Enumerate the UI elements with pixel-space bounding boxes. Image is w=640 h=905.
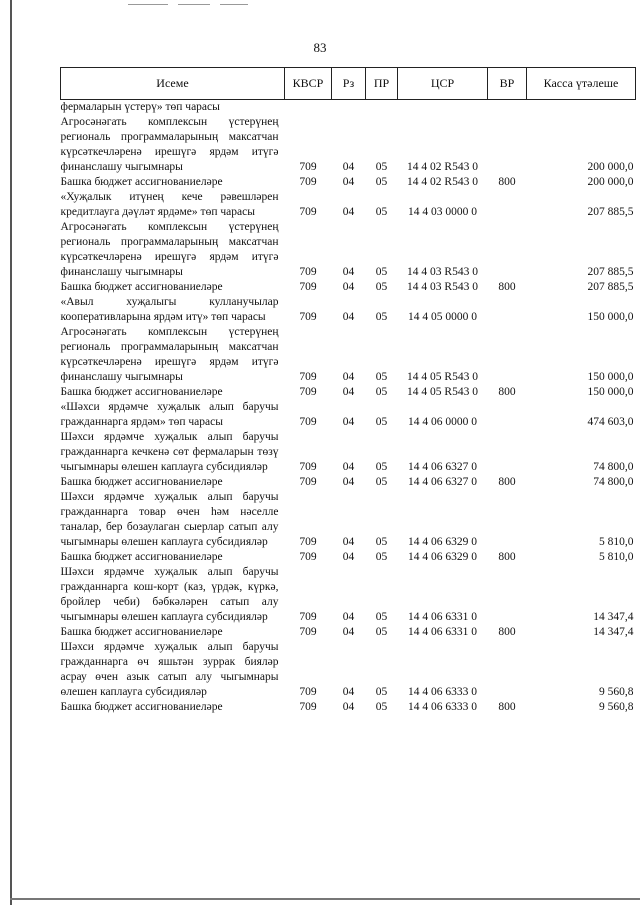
row-vr: 800 <box>498 551 516 563</box>
row-amount: 474 603,0 <box>587 416 634 428</box>
row-pr: 05 <box>375 476 388 488</box>
scan-mark <box>178 4 210 5</box>
table-row <box>61 625 636 640</box>
row-csr <box>398 100 488 116</box>
table-row <box>61 175 636 190</box>
row-pr: 05 <box>375 416 388 428</box>
row-rz <box>332 100 366 116</box>
row-pr: 05 <box>375 461 388 473</box>
row-csr: 14 4 06 6327 0 <box>408 461 477 473</box>
row-kvsr: 709 <box>299 686 317 698</box>
row-csr: 14 4 06 6329 0 <box>408 551 477 563</box>
row-pr: 05 <box>375 386 388 398</box>
row-vr: 800 <box>498 701 516 713</box>
row-name: фермаларын үстерү» төп чарасы <box>60 101 220 113</box>
row-pr: 05 <box>375 176 388 188</box>
row-csr: 14 4 06 6331 0 <box>408 611 477 623</box>
row-rz: 04 <box>342 386 355 398</box>
row-csr: 14 4 05 R543 0 <box>407 386 478 398</box>
row-pr <box>366 100 398 116</box>
row-kvsr: 709 <box>299 176 317 188</box>
table-row <box>61 385 636 400</box>
row-csr: 14 4 06 6331 0 <box>408 626 477 638</box>
row-amount: 74 800,0 <box>593 461 634 473</box>
row-pr: 05 <box>375 371 388 383</box>
row-name: Шәхси ярдәмче хуҗалык алып баручы гражданнарга товар өчен һәм нәселле таналар, бер бозаулаган сыерлар сатып алу чыгымнары өлешен каплауга субсидияләр <box>60 491 279 548</box>
row-name: Агросәнәгать комплексын үстерүнең региональ программаларының максатчан күрсәткечләренә ирешүгә ярдәм итүгә финанслашу чыгымнары <box>60 221 279 278</box>
row-vr: 800 <box>498 386 516 398</box>
row-amount: 5 810,0 <box>599 536 634 548</box>
row-csr: 14 4 06 6333 0 <box>408 701 477 713</box>
row-rz: 04 <box>342 476 355 488</box>
scan-mark <box>128 4 168 5</box>
row-pr: 05 <box>375 626 388 638</box>
row-rz: 04 <box>342 686 355 698</box>
table-row <box>61 490 636 550</box>
row-csr: 14 4 06 6327 0 <box>408 476 477 488</box>
row-rz: 04 <box>342 311 355 323</box>
row-csr: 14 4 05 0000 0 <box>408 311 477 323</box>
row-amount: 74 800,0 <box>593 476 634 488</box>
row-vr <box>488 400 527 430</box>
row-pr: 05 <box>375 266 388 278</box>
row-name: Башка бюджет ассигнованиеләре <box>60 386 223 398</box>
table-row <box>61 220 636 280</box>
page-number: 83 <box>313 40 327 55</box>
row-name: Башка бюджет ассигнованиеләре <box>60 176 223 188</box>
row-rz: 04 <box>342 281 355 293</box>
header-kassa: Касса үтәлеше <box>527 68 636 100</box>
table-row <box>61 400 636 430</box>
header-vr: ВР <box>488 68 527 100</box>
row-kvsr: 709 <box>299 281 317 293</box>
row-kvsr: 709 <box>299 701 317 713</box>
table-row <box>61 115 636 175</box>
row-kvsr: 709 <box>299 626 317 638</box>
header-pr: ПР <box>366 68 398 100</box>
table-row <box>61 190 636 220</box>
row-rz: 04 <box>342 161 355 173</box>
row-csr: 14 4 06 6333 0 <box>408 686 477 698</box>
row-rz: 04 <box>342 461 355 473</box>
table-header-row <box>61 68 636 100</box>
row-pr: 05 <box>375 161 388 173</box>
row-amount: 150 000,0 <box>587 371 634 383</box>
row-kvsr: 709 <box>299 461 317 473</box>
row-vr <box>488 295 527 325</box>
row-kvsr: 709 <box>299 416 317 428</box>
row-kvsr: 709 <box>299 476 317 488</box>
row-vr <box>488 430 527 475</box>
row-pr: 05 <box>375 206 388 218</box>
row-vr: 800 <box>498 281 516 293</box>
row-amount: 14 347,4 <box>593 611 634 623</box>
row-name: Агросәнәгать комплексын үстерүнең региональ программаларының максатчан күрсәткечләренә ирешүгә ярдәм итүгә финанслашу чыгымнары <box>60 116 279 173</box>
row-amount: 200 000,0 <box>587 176 634 188</box>
row-pr: 05 <box>375 611 388 623</box>
row-amount <box>527 100 636 116</box>
row-csr: 14 4 02 R543 0 <box>407 176 478 188</box>
row-kvsr: 709 <box>299 536 317 548</box>
row-amount: 9 560,8 <box>599 701 634 713</box>
row-name: Шәхси ярдәмче хуҗалык алып баручы гражданнарга кечкенә сөт фермаларын төзү чыгымнары өлешен каплауга субсидияләр <box>60 431 279 473</box>
row-rz: 04 <box>342 626 355 638</box>
row-csr: 14 4 05 R543 0 <box>407 371 478 383</box>
header-rz: Рз <box>332 68 366 100</box>
row-name: «Хуҗалык итүнең кече рәвешләрен кредитлауга дәүләт ярдәме» төп чарасы <box>60 191 279 218</box>
row-pr: 05 <box>375 551 388 563</box>
row-pr: 05 <box>375 686 388 698</box>
row-kvsr: 709 <box>299 161 317 173</box>
table-row <box>61 295 636 325</box>
table-row <box>61 100 636 116</box>
budget-table <box>60 67 636 715</box>
row-name: Башка бюджет ассигнованиеләре <box>60 551 223 563</box>
row-amount: 150 000,0 <box>587 386 634 398</box>
scan-mark <box>220 4 248 5</box>
scan-left-edge <box>10 0 12 905</box>
row-amount: 5 810,0 <box>599 551 634 563</box>
row-amount: 207 885,5 <box>587 206 634 218</box>
row-rz: 04 <box>342 536 355 548</box>
row-name: Агросәнәгать комплексын үстерүнең региональ программаларының максатчан күрсәткечләренә ирешүгә ярдәм итүгә финанслашу чыгымнары <box>60 326 279 383</box>
row-csr: 14 4 06 6329 0 <box>408 536 477 548</box>
row-name: Башка бюджет ассигнованиеләре <box>60 281 223 293</box>
row-name: «Шәхси ярдәмче хуҗалык алып баручы гражданнарга ярдәм» төп чарасы <box>60 401 279 428</box>
row-amount: 14 347,4 <box>593 626 634 638</box>
table-row <box>61 280 636 295</box>
header-kvsr: КВСР <box>285 68 332 100</box>
row-csr: 14 4 03 R543 0 <box>407 266 478 278</box>
scan-bottom-edge <box>10 898 640 900</box>
row-name: Шәхси ярдәмче хуҗалык алып баручы гражданнарга өч яшьтән зуррак бияләр асрау өчен азык сатып алу чыгымнары өлешен каплауга субсидияләр <box>60 641 279 698</box>
header-name: Исеме <box>61 68 285 100</box>
table-body <box>61 100 636 716</box>
table-row <box>61 550 636 565</box>
row-name: Башка бюджет ассигнованиеләре <box>60 626 223 638</box>
row-pr: 05 <box>375 311 388 323</box>
row-csr: 14 4 06 0000 0 <box>408 416 477 428</box>
row-rz: 04 <box>342 416 355 428</box>
row-kvsr: 709 <box>299 611 317 623</box>
row-name: Башка бюджет ассигнованиеләре <box>60 701 223 713</box>
row-rz: 04 <box>342 701 355 713</box>
row-rz: 04 <box>342 611 355 623</box>
row-csr: 14 4 03 0000 0 <box>408 206 477 218</box>
row-vr <box>488 115 527 175</box>
row-kvsr: 709 <box>299 551 317 563</box>
row-vr <box>488 565 527 625</box>
row-vr: 800 <box>498 626 516 638</box>
row-csr: 14 4 02 R543 0 <box>407 161 478 173</box>
row-rz: 04 <box>342 176 355 188</box>
table-row <box>61 640 636 700</box>
row-csr: 14 4 03 R543 0 <box>407 281 478 293</box>
row-kvsr: 709 <box>299 386 317 398</box>
row-name: «Авыл хуҗалыгы кулланучылар кооперативларына ярдәм итү» төп чарасы <box>60 296 279 323</box>
row-vr <box>488 100 527 116</box>
row-rz: 04 <box>342 206 355 218</box>
table-row <box>61 475 636 490</box>
row-kvsr: 709 <box>299 311 317 323</box>
row-rz: 04 <box>342 551 355 563</box>
header-csr: ЦСР <box>398 68 488 100</box>
table-row <box>61 565 636 625</box>
row-vr: 800 <box>498 476 516 488</box>
row-kvsr: 709 <box>299 266 317 278</box>
row-rz: 04 <box>342 266 355 278</box>
row-pr: 05 <box>375 281 388 293</box>
table-row <box>61 325 636 385</box>
row-amount: 200 000,0 <box>587 161 634 173</box>
row-vr <box>488 490 527 550</box>
row-pr: 05 <box>375 701 388 713</box>
table-row <box>61 700 636 715</box>
row-amount: 207 885,5 <box>587 266 634 278</box>
row-vr: 800 <box>498 176 516 188</box>
row-kvsr: 709 <box>299 371 317 383</box>
row-name: Башка бюджет ассигнованиеләре <box>60 476 223 488</box>
table-row <box>61 430 636 475</box>
row-pr: 05 <box>375 536 388 548</box>
row-amount: 9 560,8 <box>599 686 634 698</box>
row-amount: 207 885,5 <box>587 281 634 293</box>
row-amount: 150 000,0 <box>587 311 634 323</box>
row-vr <box>488 325 527 385</box>
row-name: Шәхси ярдәмче хуҗалык алып баручы гражданнарга кош-корт (каз, үрдәк, күркә, бройлер чеби) бәбкәләрен сатып алу чыгымнары өлешен каплауга субсидияләр <box>60 566 279 623</box>
row-vr <box>488 220 527 280</box>
row-vr <box>488 640 527 700</box>
row-kvsr: 709 <box>299 206 317 218</box>
row-rz: 04 <box>342 371 355 383</box>
row-kvsr <box>285 100 332 116</box>
row-vr <box>488 190 527 220</box>
